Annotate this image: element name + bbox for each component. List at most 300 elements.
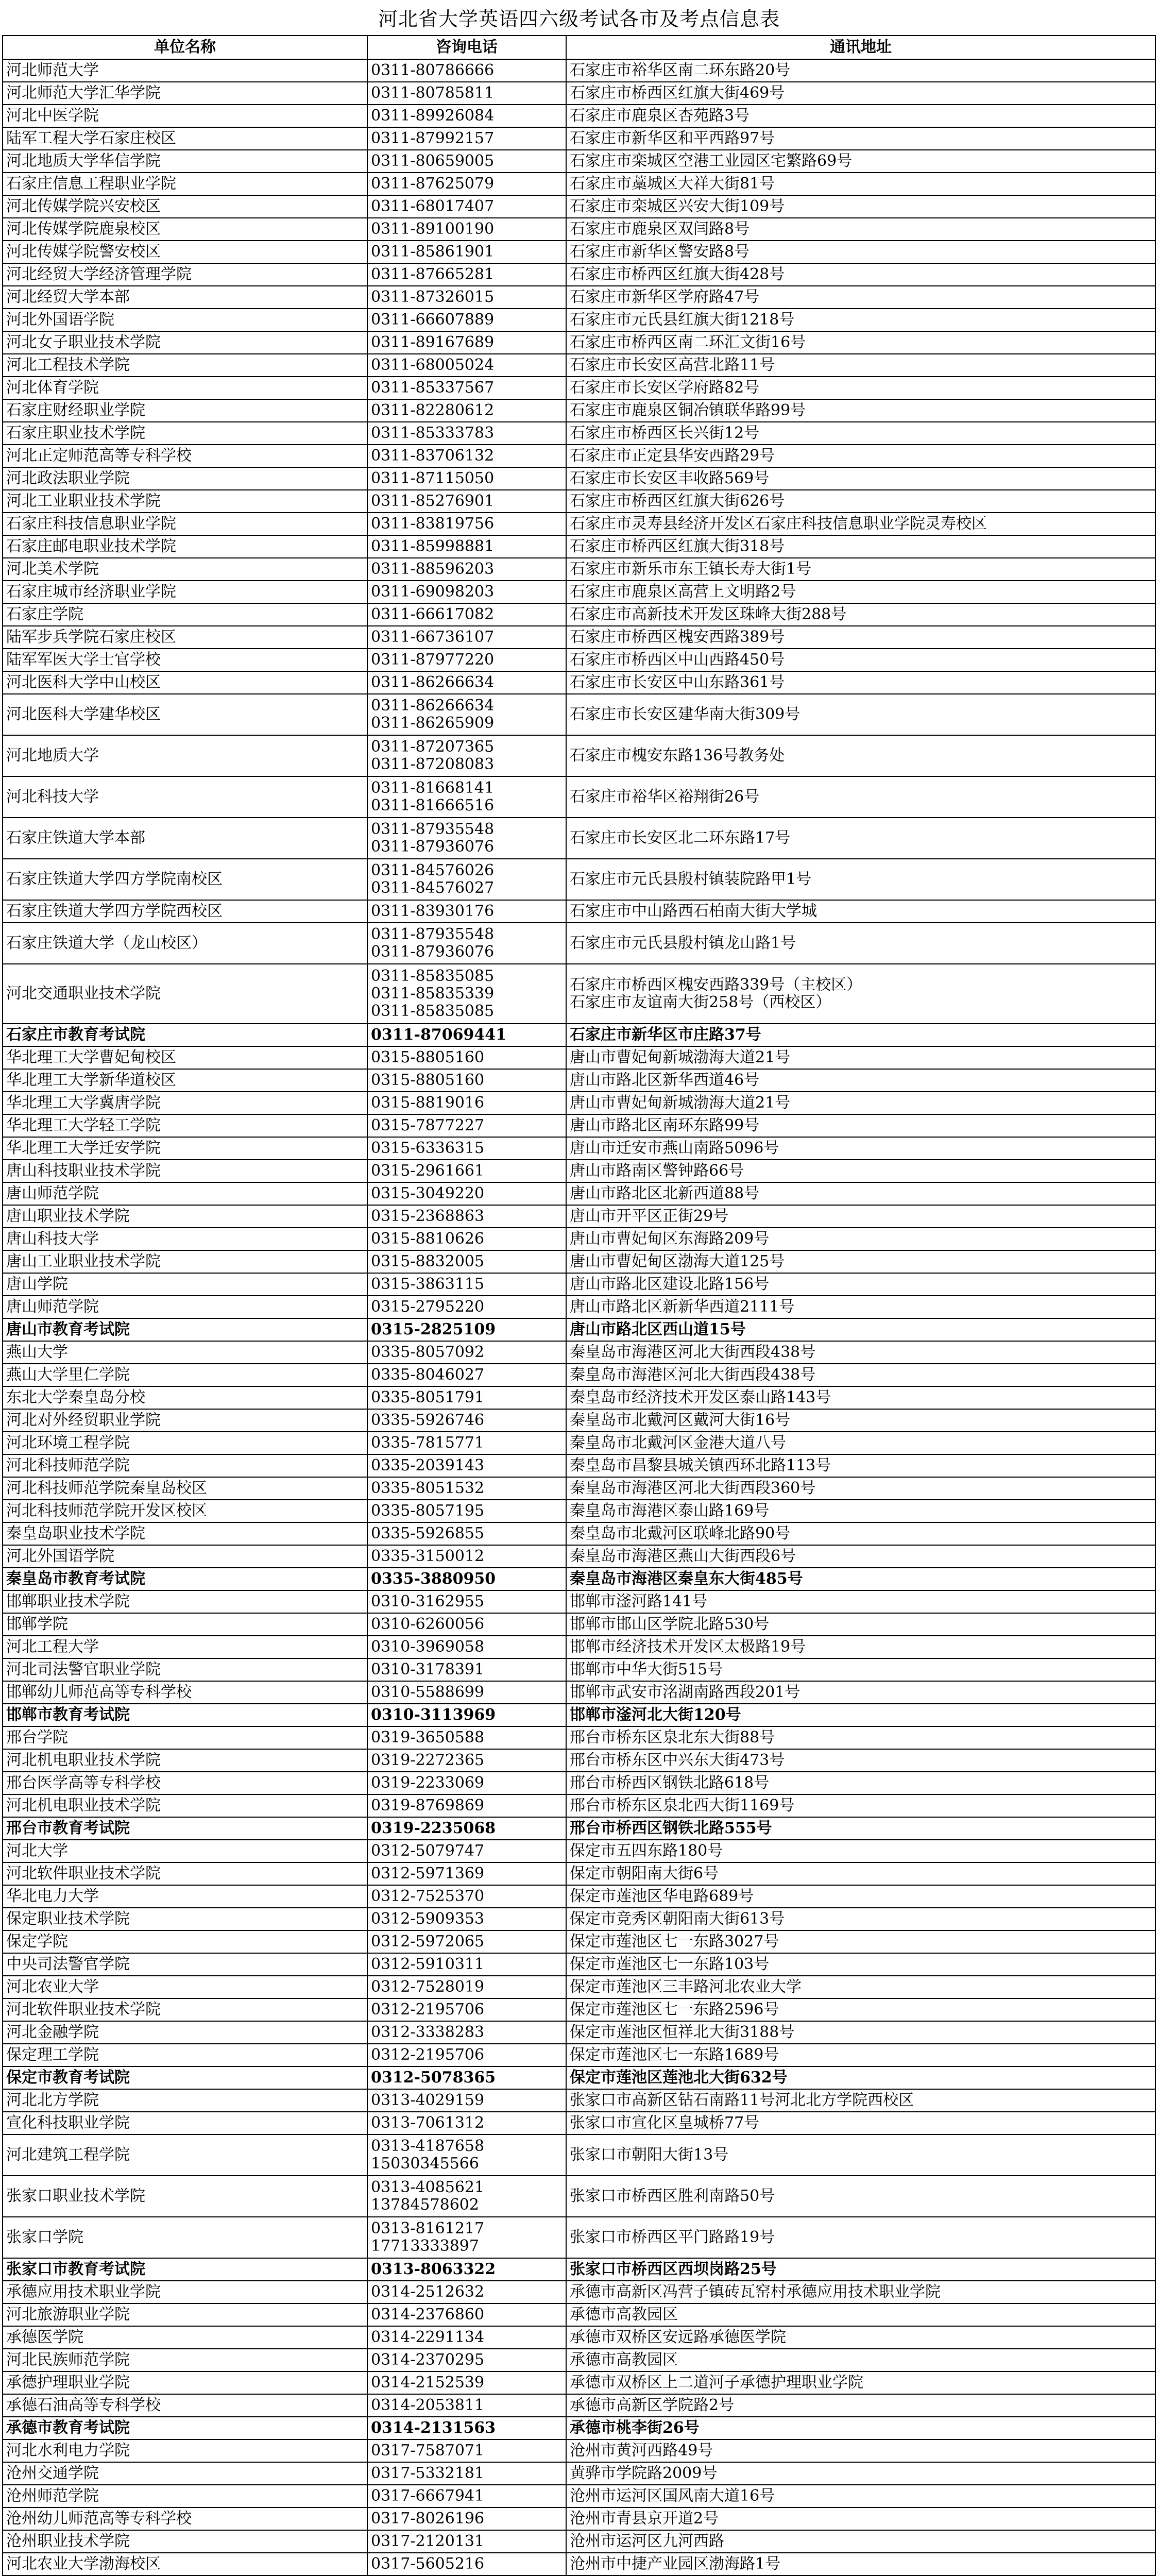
phone-number: 0317-8026196 — [371, 2510, 485, 2528]
table-row — [3, 694, 1155, 735]
table-row — [3, 1046, 1155, 1069]
address-line: 石家庄市中山路西石柏南大街大学城 — [570, 902, 817, 920]
cell-address — [566, 286, 1155, 309]
cell-phone — [367, 1749, 566, 1772]
phone-number: 0317-2120131 — [371, 2532, 485, 2550]
phone-number: 0314-2512632 — [371, 2283, 485, 2301]
cell-phone — [367, 694, 566, 735]
table-row — [3, 1840, 1155, 1862]
table-row — [3, 1930, 1155, 1953]
phone-number: 0311-69098203 — [371, 583, 495, 601]
cell-phone — [367, 513, 566, 535]
address-line: 保定市莲池区恒祥北大街3188号 — [570, 2023, 795, 2041]
cell-unit-name: 河北软件职业技术学院 — [3, 1862, 367, 1885]
cell-phone — [367, 1500, 566, 1522]
address-line: 石家庄市桥西区红旗大街469号 — [570, 84, 785, 102]
address-line: 石家庄市友谊南大街258号（西校区） — [570, 993, 831, 1011]
table-row — [3, 1862, 1155, 1885]
table-row — [3, 1364, 1155, 1386]
cell-phone — [367, 1726, 566, 1749]
table-row — [3, 1137, 1155, 1160]
phone-number: 0311-81666516 — [371, 796, 495, 815]
table-row — [3, 735, 1155, 776]
cell-unit-name: 燕山大学里仁学院 — [3, 1364, 367, 1386]
address-line: 石家庄市正定县华安西路29号 — [570, 447, 775, 465]
cell-phone — [367, 127, 566, 150]
cell-address — [566, 1772, 1155, 1794]
phone-number: 0314-2152539 — [371, 2374, 485, 2392]
cell-phone — [367, 1092, 566, 1114]
cell-phone — [367, 2021, 566, 2044]
cell-phone — [367, 354, 566, 377]
phone-number: 0313-8161217 — [371, 2219, 485, 2238]
address-line: 石家庄市长安区高营北路11号 — [570, 356, 775, 374]
cell-unit-name: 宣化科技职业学院 — [3, 2112, 367, 2134]
address-line: 秦皇岛市北戴河区金港大道八号 — [570, 1434, 786, 1452]
table-row — [3, 2089, 1155, 2112]
phone-number: 0335-8051532 — [371, 1479, 485, 1497]
address-line: 石家庄市新华区和平西路97号 — [570, 129, 775, 147]
cell-address — [566, 649, 1155, 671]
table-row — [3, 1568, 1155, 1590]
cell-unit-name: 河北女子职业技术学院 — [3, 331, 367, 354]
cell-address — [566, 195, 1155, 218]
cell-phone — [367, 1024, 566, 1046]
table-row — [3, 1092, 1155, 1114]
cell-address — [566, 1840, 1155, 1862]
cell-address — [566, 1908, 1155, 1930]
phone-number: 0317-5332181 — [371, 2464, 485, 2482]
table-row — [3, 2258, 1155, 2281]
address-line: 石家庄市桥西区南二环汇文街16号 — [570, 333, 806, 351]
cell-unit-name: 华北理工大学曹妃甸校区 — [3, 1046, 367, 1069]
table-row — [3, 1885, 1155, 1908]
address-line: 张家口市桥西区胜利南路50号 — [570, 2187, 775, 2205]
cell-phone — [367, 2349, 566, 2371]
table-row — [3, 535, 1155, 558]
cell-unit-name: 陆军步兵学院石家庄校区 — [3, 626, 367, 649]
cell-phone — [367, 1817, 566, 1840]
cell-phone — [367, 1296, 566, 1318]
phone-number: 0311-83930176 — [371, 902, 495, 920]
cell-phone — [367, 1432, 566, 1454]
address-line: 邯郸市滏河北大街120号 — [570, 1706, 741, 1724]
table-row — [3, 1545, 1155, 1568]
address-line: 石家庄市鹿泉区铜冶镇联华路99号 — [570, 401, 806, 419]
address-line: 石家庄市新华区学府路47号 — [570, 288, 760, 306]
address-line: 保定市莲池区三丰路河北农业大学 — [570, 1978, 802, 1996]
cell-address — [566, 1817, 1155, 1840]
cell-address — [566, 2394, 1155, 2417]
cell-phone — [367, 1908, 566, 1930]
address-line: 邯郸市武安市洺湖南路西段201号 — [570, 1683, 801, 1701]
address-line: 石家庄市新乐市东王镇长寿大街1号 — [570, 560, 812, 578]
cell-unit-name: 石家庄科技信息职业学院 — [3, 513, 367, 535]
phone-number: 0311-87208083 — [371, 755, 495, 773]
address-line: 张家口市桥西区西坝岗路25号 — [570, 2260, 777, 2278]
address-line: 石家庄市长安区中山东路361号 — [570, 673, 785, 691]
table-body — [3, 59, 1155, 2576]
cell-unit-name: 河北工程技术学院 — [3, 354, 367, 377]
table-row — [3, 2553, 1155, 2575]
cell-address — [566, 1636, 1155, 1658]
cell-phone — [367, 1794, 566, 1817]
cell-unit-name: 河北机电职业技术学院 — [3, 1749, 367, 1772]
table-row — [3, 1794, 1155, 1817]
phone-number: 0313-8063322 — [371, 2260, 496, 2278]
cell-unit-name: 河北司法警官职业学院 — [3, 1658, 367, 1681]
table-row — [3, 1998, 1155, 2021]
address-line: 秦皇岛市经济技术开发区泰山路143号 — [570, 1388, 831, 1406]
cell-unit-name: 河北经贸大学经济管理学院 — [3, 263, 367, 286]
cell-unit-name: 河北民族师范学院 — [3, 2349, 367, 2371]
cell-unit-name: 河北地质大学 — [3, 735, 367, 776]
address-line: 邯郸市中华大街515号 — [570, 1660, 723, 1679]
cell-address — [566, 859, 1155, 900]
phone-number: 0317-6667941 — [371, 2487, 485, 2505]
address-line: 沧州市运河区九河西路 — [570, 2532, 724, 2550]
cell-unit-name: 华北电力大学 — [3, 1885, 367, 1908]
address-line: 石家庄市长安区建华南大街309号 — [570, 705, 801, 723]
cell-phone — [367, 445, 566, 467]
phone-number: 0310-3113969 — [371, 1706, 496, 1724]
cell-phone — [367, 1590, 566, 1613]
table-row — [3, 1772, 1155, 1794]
cell-phone — [367, 1228, 566, 1250]
table-row — [3, 964, 1155, 1024]
phone-number: 0311-80659005 — [371, 152, 495, 170]
cell-address — [566, 2021, 1155, 2044]
cell-address — [566, 422, 1155, 445]
cell-unit-name: 河北环境工程学院 — [3, 1432, 367, 1454]
cell-unit-name: 石家庄铁道大学四方学院南校区 — [3, 859, 367, 900]
cell-address — [566, 776, 1155, 818]
cell-address — [566, 1182, 1155, 1205]
cell-phone — [367, 581, 566, 603]
phone-number: 0315-2368863 — [371, 1207, 485, 1225]
table-row — [3, 1409, 1155, 1432]
address-line: 唐山市路北区西山道15号 — [570, 1320, 746, 1338]
cell-unit-name: 石家庄铁道大学四方学院西校区 — [3, 900, 367, 923]
cell-phone — [367, 1114, 566, 1137]
phone-number: 0315-2795220 — [371, 1298, 485, 1316]
phone-number: 0313-7061312 — [371, 2114, 485, 2132]
address-line: 石家庄市长安区北二环东路17号 — [570, 829, 791, 847]
cell-phone — [367, 218, 566, 241]
cell-address — [566, 1953, 1155, 1976]
phone-number: 0311-68017407 — [371, 197, 495, 215]
cell-unit-name: 沧州交通学院 — [3, 2462, 367, 2485]
cell-phone — [367, 1364, 566, 1386]
cell-unit-name: 河北体育学院 — [3, 377, 367, 399]
table-row — [3, 127, 1155, 150]
cell-address — [566, 1862, 1155, 1885]
cell-address — [566, 535, 1155, 558]
cell-address — [566, 173, 1155, 195]
table-row — [3, 2112, 1155, 2134]
phone-number: 0311-85337567 — [371, 379, 495, 397]
address-line: 石家庄市桥西区槐安西路389号 — [570, 628, 785, 646]
cell-unit-name: 河北外国语学院 — [3, 1545, 367, 1568]
table-row — [3, 2066, 1155, 2089]
cell-unit-name: 河北外国语学院 — [3, 309, 367, 331]
phone-number: 0315-7877227 — [371, 1116, 485, 1134]
cell-phone — [367, 399, 566, 422]
phone-number: 15030345566 — [371, 2155, 479, 2173]
cell-address — [566, 445, 1155, 467]
cell-address — [566, 603, 1155, 626]
address-line: 张家口市宣化区皇城桥77号 — [570, 2114, 760, 2132]
cell-unit-name: 唐山科技大学 — [3, 1228, 367, 1250]
table-row — [3, 1681, 1155, 1704]
address-line: 保定市莲池区华电路689号 — [570, 1887, 754, 1905]
table-row — [3, 195, 1155, 218]
header-name: 单位名称 — [3, 36, 367, 59]
cell-unit-name: 华北理工大学新华道校区 — [3, 1069, 367, 1092]
address-line: 唐山市曹妃甸新城渤海大道21号 — [570, 1048, 791, 1066]
address-line: 邯郸市邯山区学院北路530号 — [570, 1615, 770, 1633]
cell-address — [566, 150, 1155, 173]
cell-address — [566, 1794, 1155, 1817]
cell-phone — [367, 1182, 566, 1205]
table-row — [3, 490, 1155, 513]
cell-unit-name: 河北北方学院 — [3, 2089, 367, 2112]
cell-unit-name: 河北政法职业学院 — [3, 467, 367, 490]
table-row — [3, 105, 1155, 127]
cell-address — [566, 399, 1155, 422]
table-row — [3, 2417, 1155, 2439]
cell-unit-name: 河北机电职业技术学院 — [3, 1794, 367, 1817]
cell-unit-name: 河北美术学院 — [3, 558, 367, 581]
address-line: 石家庄市新华区市庄路37号 — [570, 1026, 761, 1044]
address-line: 唐山市曹妃甸新城渤海大道21号 — [570, 1094, 791, 1112]
cell-address — [566, 1998, 1155, 2021]
address-line: 承德市高新区冯营子镇砖瓦窑村承德应用技术职业学院 — [570, 2283, 941, 2301]
phone-number: 0312-3338283 — [371, 2023, 485, 2041]
phone-number: 0311-82280612 — [371, 401, 495, 419]
phone-number: 0319-8769869 — [371, 1797, 485, 1815]
cell-phone — [367, 900, 566, 923]
phone-number: 0311-85998881 — [371, 537, 495, 555]
cell-address — [566, 1681, 1155, 1704]
table-row — [3, 1636, 1155, 1658]
cell-address — [566, 127, 1155, 150]
cell-unit-name: 河北医科大学建华校区 — [3, 694, 367, 735]
cell-phone — [367, 150, 566, 173]
cell-phone — [367, 377, 566, 399]
phone-number: 0315-2961661 — [371, 1162, 485, 1180]
cell-address — [566, 105, 1155, 127]
cell-address — [566, 241, 1155, 263]
phone-number: 0311-85861901 — [371, 243, 495, 261]
cell-unit-name: 唐山学院 — [3, 1273, 367, 1296]
cell-phone — [367, 1046, 566, 1069]
address-line: 秦皇岛市海港区河北大街西段438号 — [570, 1343, 816, 1361]
cell-unit-name: 邯郸学院 — [3, 1613, 367, 1636]
cell-unit-name: 沧州幼儿师范高等专科学校 — [3, 2507, 367, 2530]
table-row — [3, 2134, 1155, 2176]
cell-unit-name: 邢台学院 — [3, 1726, 367, 1749]
address-line: 石家庄市元氏县殷村镇装院路甲1号 — [570, 870, 812, 888]
cell-address — [566, 1545, 1155, 1568]
phone-number: 0310-3178391 — [371, 1660, 485, 1679]
address-line: 保定市莲池区七一东路2596号 — [570, 2001, 779, 2019]
cell-address — [566, 1341, 1155, 1364]
table-row — [3, 1432, 1155, 1454]
cell-phone — [367, 173, 566, 195]
cell-address — [566, 377, 1155, 399]
cell-address — [566, 309, 1155, 331]
address-line: 秦皇岛市海港区燕山大街西段6号 — [570, 1547, 796, 1565]
cell-phone — [367, 1409, 566, 1432]
cell-phone — [367, 490, 566, 513]
cell-address — [566, 1228, 1155, 1250]
cell-address — [566, 2530, 1155, 2553]
table-row — [3, 1318, 1155, 1341]
cell-address — [566, 2258, 1155, 2281]
cell-address — [566, 1930, 1155, 1953]
table-row — [3, 513, 1155, 535]
cell-phone — [367, 1160, 566, 1182]
cell-address — [566, 735, 1155, 776]
phone-number: 0314-2131563 — [371, 2419, 496, 2437]
table-row — [3, 1341, 1155, 1364]
cell-address — [566, 2349, 1155, 2371]
cell-unit-name: 邢台医学高等专科学校 — [3, 1772, 367, 1794]
cell-phone — [367, 467, 566, 490]
table-row — [3, 2507, 1155, 2530]
address-line: 秦皇岛市海港区河北大街西段438号 — [570, 1366, 816, 1384]
cell-address — [566, 558, 1155, 581]
phone-number: 0315-3049220 — [371, 1184, 485, 1202]
cell-unit-name: 张家口职业技术学院 — [3, 2176, 367, 2217]
address-line: 石家庄市栾城区兴安大街109号 — [570, 197, 785, 215]
phone-number: 0312-7528019 — [371, 1978, 485, 1996]
address-line: 沧州市青县京开道2号 — [570, 2510, 719, 2528]
table-row — [3, 776, 1155, 818]
cell-address — [566, 2303, 1155, 2326]
cell-unit-name: 中央司法警官学院 — [3, 1953, 367, 1976]
table-row — [3, 1613, 1155, 1636]
cell-address — [566, 581, 1155, 603]
cell-unit-name: 河北交通职业技术学院 — [3, 964, 367, 1024]
table-row — [3, 218, 1155, 241]
cell-address — [566, 1590, 1155, 1613]
address-line: 石家庄市桥西区中山西路450号 — [570, 651, 785, 669]
cell-phone — [367, 1885, 566, 1908]
address-line: 石家庄市栾城区空港工业园区宅繁路69号 — [570, 152, 853, 170]
cell-unit-name: 河北科技师范学院开发区校区 — [3, 1500, 367, 1522]
table-row — [3, 331, 1155, 354]
cell-unit-name: 沧州师范学院 — [3, 2485, 367, 2507]
cell-address — [566, 263, 1155, 286]
address-line: 秦皇岛市海港区泰山路169号 — [570, 1502, 770, 1520]
address-line: 承德市高教园区 — [570, 2351, 678, 2369]
table-row — [3, 354, 1155, 377]
phone-number: 0314-2370295 — [371, 2351, 485, 2369]
phone-number: 0311-87207365 — [371, 738, 495, 756]
phone-number: 0335-8057092 — [371, 1343, 485, 1361]
address-line: 石家庄市裕华区裕翔街26号 — [570, 788, 760, 806]
phone-number: 0311-87936076 — [371, 838, 495, 856]
address-line: 秦皇岛市海港区河北大街西段360号 — [570, 1479, 816, 1497]
cell-phone — [367, 671, 566, 694]
cell-address — [566, 218, 1155, 241]
address-line: 唐山市路北区新新华西道2111号 — [570, 1298, 795, 1316]
table-row — [3, 1658, 1155, 1681]
cell-address — [566, 513, 1155, 535]
cell-unit-name: 石家庄财经职业学院 — [3, 399, 367, 422]
cell-address — [566, 626, 1155, 649]
phone-number: 0315-8805160 — [371, 1048, 485, 1066]
cell-address — [566, 2217, 1155, 2258]
phone-number: 0311-86266634 — [371, 697, 495, 715]
cell-unit-name: 秦皇岛市教育考试院 — [3, 1568, 367, 1590]
table-row — [3, 1976, 1155, 1998]
cell-phone — [367, 859, 566, 900]
cell-phone — [367, 1454, 566, 1477]
cell-unit-name: 河北师范大学 — [3, 59, 367, 82]
address-line: 唐山市曹妃甸区渤海大道125号 — [570, 1252, 785, 1270]
cell-phone — [367, 2176, 566, 2217]
cell-address — [566, 2281, 1155, 2303]
cell-phone — [367, 1772, 566, 1794]
cell-address — [566, 2553, 1155, 2575]
cell-address — [566, 1114, 1155, 1137]
table-row — [3, 1182, 1155, 1205]
cell-address — [566, 1522, 1155, 1545]
cell-phone — [367, 241, 566, 263]
cell-address — [566, 2417, 1155, 2439]
cell-phone — [367, 2530, 566, 2553]
phone-number: 0314-2291134 — [371, 2328, 485, 2346]
phone-number: 0311-81668141 — [371, 779, 495, 797]
address-line: 石家庄市槐安东路136号教务处 — [570, 747, 785, 765]
address-line: 承德市桃李街26号 — [570, 2419, 700, 2437]
phone-number: 0311-83706132 — [371, 447, 495, 465]
cell-phone — [367, 2066, 566, 2089]
phone-number: 0312-7525370 — [371, 1887, 485, 1905]
cell-phone — [367, 558, 566, 581]
cell-address — [566, 1658, 1155, 1681]
cell-unit-name: 张家口学院 — [3, 2217, 367, 2258]
cell-unit-name: 沧州职业技术学院 — [3, 2530, 367, 2553]
cell-phone — [367, 964, 566, 1024]
phone-number: 0310-3162955 — [371, 1592, 485, 1611]
table-row — [3, 59, 1155, 82]
table-row — [3, 1069, 1155, 1092]
phone-number: 0311-87069441 — [371, 1026, 506, 1044]
phone-number: 0319-2235068 — [371, 1819, 496, 1837]
cell-unit-name: 唐山职业技术学院 — [3, 1205, 367, 1228]
cell-phone — [367, 1976, 566, 1998]
cell-unit-name: 河北农业大学渤海校区 — [3, 2553, 367, 2575]
cell-unit-name: 华北理工大学冀唐学院 — [3, 1092, 367, 1114]
phone-number: 0312-5910311 — [371, 1955, 485, 1973]
cell-address — [566, 467, 1155, 490]
table-row — [3, 1908, 1155, 1930]
cell-unit-name: 秦皇岛职业技术学院 — [3, 1522, 367, 1545]
address-line: 沧州市黄河西路49号 — [570, 2442, 713, 2460]
table-row — [3, 1250, 1155, 1273]
table-row — [3, 859, 1155, 900]
phone-number: 17713333897 — [371, 2237, 479, 2255]
cell-address — [566, 1568, 1155, 1590]
phone-number: 0317-5605216 — [371, 2555, 485, 2573]
cell-unit-name: 河北传媒学院警安校区 — [3, 241, 367, 263]
cell-phone — [367, 1930, 566, 1953]
cell-phone — [367, 1318, 566, 1341]
